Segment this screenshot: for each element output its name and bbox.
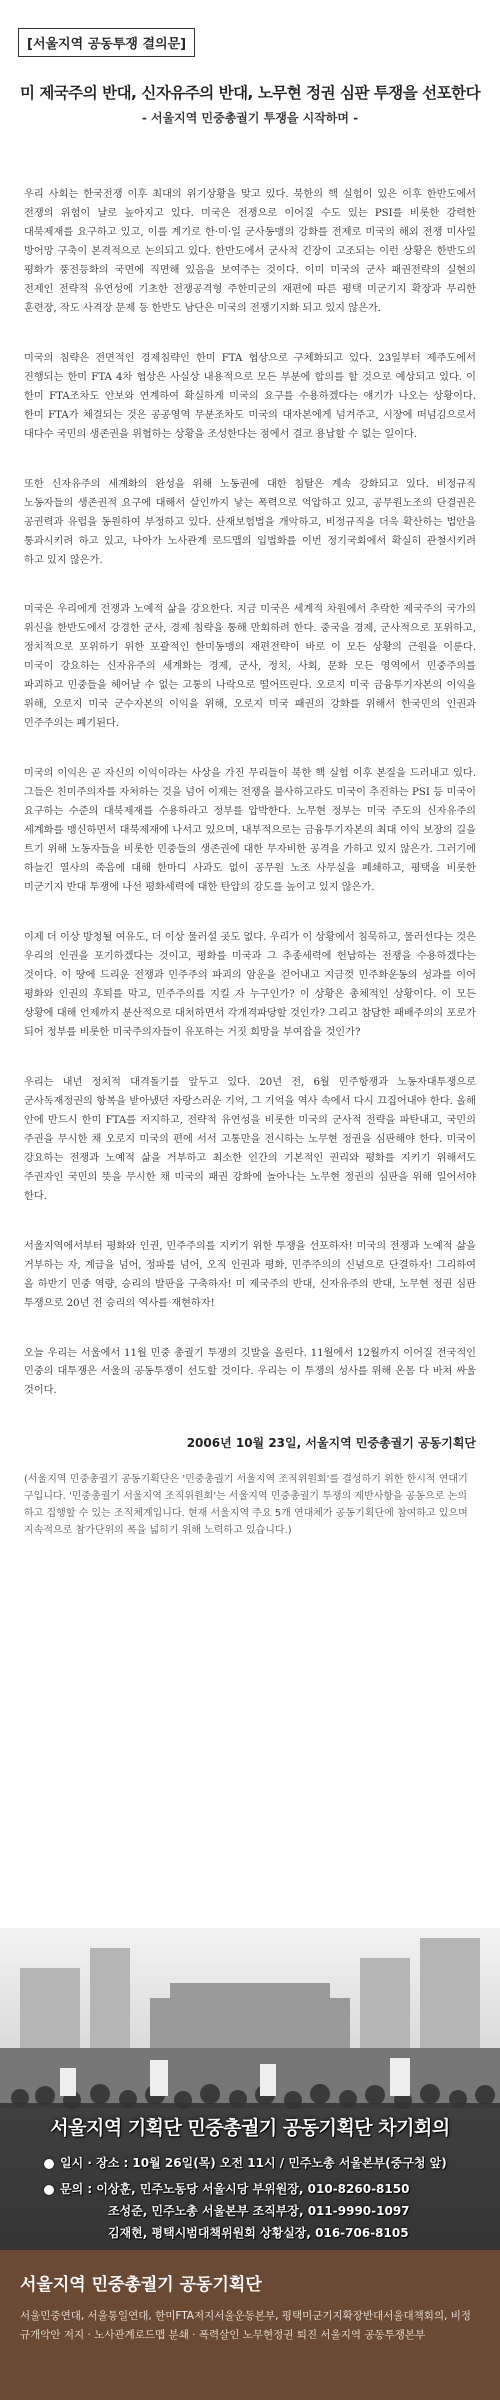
paragraph-9: 오늘 우리는 서울에서 11월 민중 총궐기 투쟁의 깃발을 올린다. 11월에서 12월까지 이어질 전국적인 민중의 대투쟁은 서울의 공동투쟁이 선도할 것이다. 우리는 이 투쟁의 성사를 위해 온몸 다 바쳐 싸울 것이다.: [24, 1347, 476, 1397]
document-title: 미 제국주의 반대, 신자유주의 반대, 노무현 정권 심판 투쟁을 선포한다: [19, 84, 481, 102]
paragraph-7: 우리는 내년 정치적 대격돌기를 앞두고 있다. 20년 전, 6월 민주항쟁과 노동자대투쟁으로 군사독재정권의 항복을 받아냈던 자랑스러운 기억, 그 기억을 역사 속에서 다시 끄집어내야 한다. 올해 안에 반드시 한미 FTA를 저지하고, 전략적 유연성을 비롯한 미국의 군사적 전략을 파탄내고, 국민의 주권을 무시한 채 오로지 미국의 편에 서서 고통만을 전시하는 노무현 정권을 심판해야 한다. 미국이 강요하는 전쟁과 노예적 삶을 거부하고 최소한 인간의 기본적인 권리와 평화를 지키기 위해서도 주권자인 국민의 뜻을 무시한 채 미국의 패권 강화에 놀아나는 노무현 정권의 심판을 위해 일어서야 한다.: [24, 1076, 476, 1202]
meeting-contact-3: 김재현, 평택시범대책위원회 상황실장, 016-706-8105: [108, 2226, 409, 2240]
signature: 2006년 10월 23일, 서울지역 민중총궐기 공동기획단: [186, 1436, 476, 1451]
paragraph-5: 미국의 이익은 곧 자신의 이익이라는 사상을 가진 무리들이 북한 핵 실험 이후 본질을 드러내고 있다. 그들은 친미주의자를 자처하는 것을 넘어 이제는 전쟁을 불사하고라도 미국이 추진하는 PSI 등 미국이 요구하는 수준의 대북제재를 수용하라고 정부를 압박한다. 노무현 정부는 미국 주도의 신자유주의 세계화를 맹신하면서 대북제재에 나서고 있으며, 내부적으로는 금융투기자본의 최대 이익 보장의 길을 트기 위해 노동자들을 비롯한 민중들의 생존권에 대한 무자비한 공격을 가하고 있지 않은가. 그러기에 하늘긴 열사의 죽음에 대해 한마디 사과도 없이 공무원 노조 사무실을 폐쇄하고, 평택을 비롯한 미군기지 반대 투쟁에 나선 평화세력에 대한 탄압의 강도를 높이고 있지 않은가.: [24, 768, 476, 894]
footer: [0, 2250, 500, 2400]
organizer-note: (서울지역 민중총궐기 공동기획단은 '민중총궐기 서울지역 조직위원회'를 결성하기 위한 한시적 연대기구입니다. '민중총궐기 서울지역 조직위원회'는 서울지역 민중총궐기 투쟁의 제반사항을 공동으로 논의하고 집행할 수 있는 조직체계입니다. 현재 서울지역 주요 5개 연대체가 공동기획단에 참여하고 있으며 지속적으로 참가단위의 폭을 넓히기 위해 노력하고 있습니다.): [24, 1473, 468, 1536]
meeting-datetime-row: [44, 2154, 447, 2171]
bullet-icon: [44, 2159, 54, 2169]
meeting-title: 서울지역 기획단 민중총궐기 공동기획단 차기회의: [50, 2117, 450, 2139]
header: [0, 0, 500, 126]
statement-body: [0, 126, 500, 1539]
meeting-datetime: 일시 · 장소 : 10월 26일(목) 오전 11시 / 민주노총 서울본부(중구청 앞): [60, 2156, 447, 2170]
footer-org-name: 서울지역 민중총궐기 공동기획단: [20, 2275, 262, 2295]
paragraph-4: 미국은 우리에게 전쟁과 노예적 삶을 강요한다. 지금 미국은 세계적 차원에서 추락한 제국주의 국가의 위신을 한반도에서 강경한 군사, 경제 침략을 통해 만회하려 한다. 중국을 경제, 군사적으로 포위하고, 정치적으로 포위하기 위한 포괄적인 한미동맹의 재편전략이 바로 이 모든 상황의 근원을 이룬다. 미국이 강요하는 신자유주의 세계화는 경제, 군사, 정치, 사회, 문화 모든 영역에서 민중주의를 파괴하고 민중들을 헤어날 수 없는 고통의 나락으로 떨어뜨린다. 오로지 미국 금융투기자본의 이익을 위해, 오로지 미국 군수자본의 이익을 위해, 오로지 미국 패권의 강화를 위해서 한국민의 인권과 민주주의는 폐기된다.: [24, 604, 476, 730]
footer-members: 서울민중연대, 서울통일연대, 한미FTA저지서울운동본부, 평택미군기지확장반대서울대책회의, 비정규개악안 저지 · 노사관계로드맵 분쇄 · 폭력살인 노무현정권 퇴진 서울지역 공동투쟁본부: [20, 2310, 472, 2341]
meeting-contact-1: 문의 : 이상훈, 민주노동당 서울시당 부위원장, 010-8260-8150: [60, 2182, 410, 2196]
document-tag: [서울지역 공동투쟁 결의문]: [18, 28, 195, 57]
paragraph-6: 이제 더 이상 방청될 여유도, 더 이상 물러설 곳도 없다. 우리가 이 상황에서 침묵하고, 물러선다는 것은 우리의 인권을 포기하겠다는 것이고, 평화를 미국과 그 추종세력에 헌납하는 전쟁을 수용하겠다는 것이다. 이 땅에 드리운 전쟁과 민주주의 파괴의 암운을 걷어내고 지금껏 민주화운동의 성과를 이어 평화와 인권의 후퇴를 막고, 민주주의를 지킬 자 누구인가? 이 상황은 총체적인 상황이다. 이 모든 상황에 대해 언제까지 분산적으로 대처하면서 각개격파당할 것인가? 그리고 참담한 패배주의의 포로가 되어 정부를 비롯한 미국주의자들이 유포하는 거짓 희망을 부여잡을 것인가?: [24, 932, 476, 1038]
rally-banner: [0, 1928, 500, 2250]
paragraph-3: 또한 신자유주의 세계화의 완성을 위해 노동권에 대한 침탈은 계속 강화되고 있다. 비정규직 노동자들의 생존권적 요구에 대해서 살인까지 낳는 폭력으로 억압하고 있고, 공무원노조의 단결권은 공권력과 유럽을 동원하여 부정하고 있다. 산재보험법을 개악하고, 비정규직을 더욱 확산하는 법안을 통과시키려 하고 있고, 나아가 노사관계 로드맵의 입법화를 이번 정기국회에서 확실히 관철시키려 하고 있지 않은가.: [24, 478, 476, 566]
paragraph-2: 미국의 침략은 전면적인 경제침략인 한미 FTA 협상으로 구체화되고 있다. 23일부터 제주도에서 진행되는 한미 FTA 4차 협상은 사실상 내용적으로 모든 부분에 합의를 할 것으로 예상되고 있다. 이 한미 FTA조차도 안보와 연계하여 확실하게 미국의 요구를 수용하겠다는 얘기가 나오는 상황이다. 한미 FTA가 체결되는 것은 공공영역 무분조차도 미국의 대자본에게 넘겨주고, 시장에 떠넘김으로서 대다수 국민의 생존권을 위협하는 상황을 조성한다는 점에서 결코 용납할 수 없는 일이다.: [24, 352, 476, 440]
bullet-icon: [44, 2185, 54, 2195]
paragraph-8: 서울지역에서부터 평화와 인권, 민주주의를 지키기 위한 투쟁을 선포하자! 미국의 전쟁과 노예적 삶을 거부하는 자, 계급을 넘어, 정파를 넘어, 오직 인권과 평화, 민주주의의 신념으로 단결하자! 그리하여 올 하반기 민중 역량, 승리의 발판을 구축하자! 미 제국주의 반대, 신자유주의 반대, 노무현 정권 심판 투쟁으로 20년 전 승리의 역사를 재현하자!: [24, 1240, 476, 1309]
meeting-contact-2: 조성준, 민주노총 서울본부 조직부장, 011-9990-1097: [108, 2204, 410, 2218]
document-subtitle: - 서울지역 민중총궐기 투쟁을 시작하며 -: [141, 111, 359, 125]
paragraph-1: 우리 사회는 한국전쟁 이후 최대의 위기상황을 맞고 있다. 북한의 핵 실험이 있은 이후 한반도에서 전쟁의 위험이 날로 높아지고 있다. 미국은 전쟁으로 이어질 수도 있는 PSI를 비롯한 강력한 대북제재를 요구하고 있고, 이를 계기로 한·미·일 군사동맹의 강화를 전제로 미국의 해외 전쟁 미사일 방어망 구축이 본격적으로 논의되고 있다. 한반도에서 군사적 긴장이 고조되는 이런 상황은 한반도의 평화가 풍전등화의 국면에 직면해 있음을 보여주는 것이다. 이미 미국의 군사 패권전략의 실현의 전제인 전략적 유연성에 기초한 전쟁공격형 주한미군의 재편에 따른 평택 미군기지 확장과 무리한 훈련장, 작도 사격장 문제 등 한반도 남단은 미국의 전쟁기지화 되고 있지 않은가.: [24, 189, 476, 314]
meeting-contact-row: [44, 2180, 409, 2197]
